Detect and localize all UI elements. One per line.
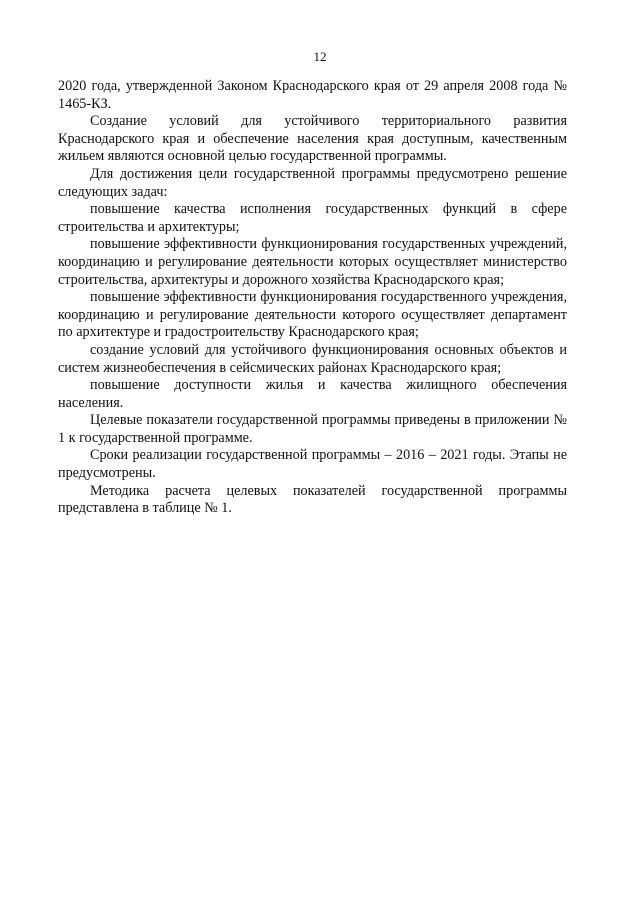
paragraph-task-3: повышение эффективности функционирования государственного учреждения, координацию и регулирование деятельности которого осуществляет департамент по архитектуре и градостроительству Краснодарского края;: [58, 289, 567, 341]
paragraph-task-4: создание условий для устойчивого функционирования основных объектов и систем жизнеобеспечения в сейсмических районах Краснодарского края;: [58, 341, 567, 376]
paragraph-indicators: Целевые показатели государственной программы приведены в приложении № 1 к государственной программе.: [58, 412, 567, 446]
paragraph-main-goal: Создание условий для устойчивого территориального развития Краснодарского края и обеспечение населения края доступным, качественным жильем являются основной целью государственной программы.: [58, 113, 567, 165]
paragraph-task-5: повышение доступности жилья и качества жилищного обеспечения населения.: [58, 377, 567, 411]
paragraph-task-2: повышение эффективности функционирования государственных учреждений, координацию и регулирование деятельности которых осуществляет министерство строительства, архитектуры и дорожного хозяйства Краснодарского края;: [58, 236, 567, 288]
paragraph-methodology: Методика расчета целевых показателей государственной программы представлена в таблице № 1.: [58, 482, 567, 517]
paragraph-timeline: Сроки реализации государственной программы – 2016 – 2021 годы. Этапы не предусмотрены.: [58, 447, 567, 482]
paragraph-law-reference: 2020 года, утвержденной Законом Краснодарского края от 29 апреля 2008 года № 1465-КЗ.: [58, 78, 567, 112]
page-number: 12: [313, 49, 327, 64]
body-text: [58, 78, 567, 518]
paragraph-task-1: повышение качества исполнения государственных функций в сфере строительства и архитектуры;: [58, 201, 567, 235]
paragraph-tasks-intro: Для достижения цели государственной программы предусмотрено решение следующих задач:: [58, 165, 567, 200]
